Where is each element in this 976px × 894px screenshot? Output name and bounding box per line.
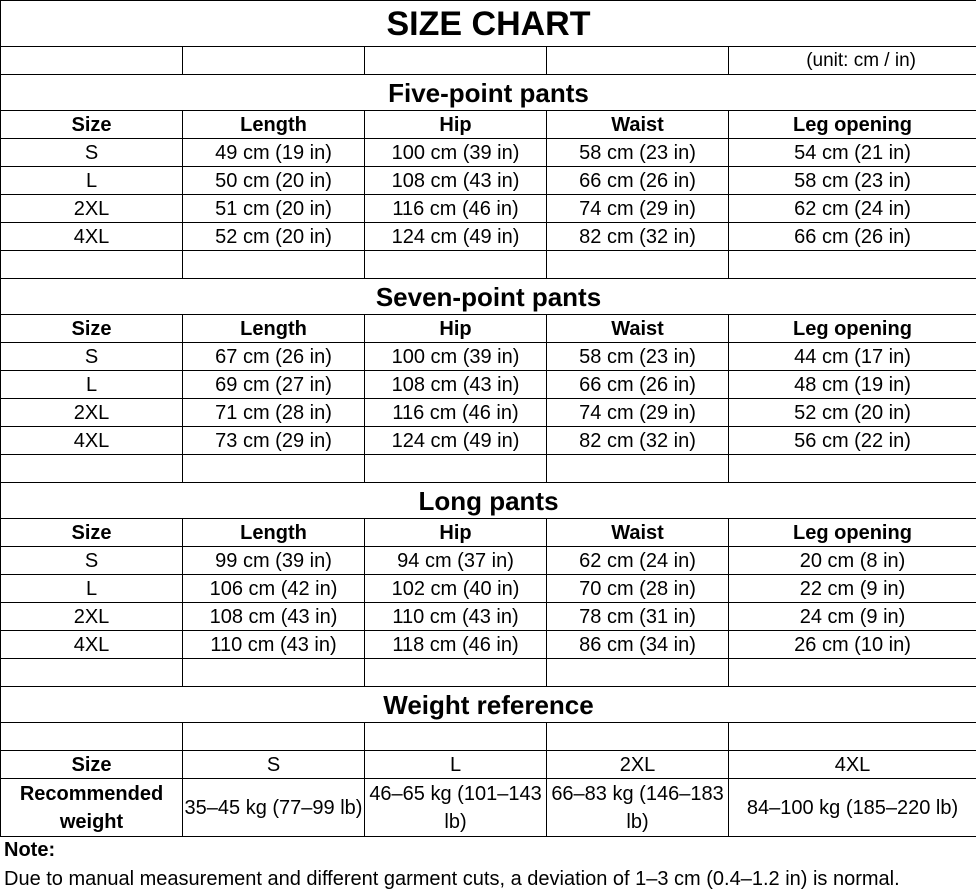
size-cell: 2XL [1,603,183,631]
length-cell: 50 cm (20 in) [183,167,365,195]
empty-cell [183,47,365,75]
hip-cell: 100 cm (39 in) [365,343,547,371]
hip-cell: 108 cm (43 in) [365,167,547,195]
hip-cell: 110 cm (43 in) [365,603,547,631]
section-title-long-pants: Long pants [1,483,976,519]
leg-opening-cell: 22 cm (9 in) [729,575,976,603]
waist-cell: 66 cm (26 in) [547,167,729,195]
size-cell: S [1,343,183,371]
length-cell: 49 cm (19 in) [183,139,365,167]
header-waist: Waist [547,315,729,343]
waist-cell: 70 cm (28 in) [547,575,729,603]
section-title-weight-reference: Weight reference [1,687,976,723]
header-hip: Hip [365,519,547,547]
table-row [1,343,976,371]
length-cell: 99 cm (39 in) [183,547,365,575]
weight-size-label: Size [1,751,183,779]
empty-cell [729,659,976,687]
empty-cell [1,455,183,483]
waist-cell: 66 cm (26 in) [547,371,729,399]
header-waist: Waist [547,111,729,139]
hip-cell: 100 cm (39 in) [365,139,547,167]
table-row [1,371,976,399]
empty-cell [365,251,547,279]
size-cell: 2XL [1,399,183,427]
header-hip: Hip [365,315,547,343]
size-cell: L [1,371,183,399]
leg-opening-cell: 54 cm (21 in) [729,139,976,167]
length-cell: 69 cm (27 in) [183,371,365,399]
hip-cell: 124 cm (49 in) [365,223,547,251]
table-row [1,427,976,455]
hip-cell: 116 cm (46 in) [365,399,547,427]
empty-cell [183,251,365,279]
header-size: Size [1,519,183,547]
header-leg-opening: Leg opening [729,315,976,343]
weight-value-cell: 66–83 kg (146–183 lb) [547,779,729,837]
size-cell: 4XL [1,631,183,659]
header-hip: Hip [365,111,547,139]
table-row [1,603,976,631]
empty-cell [183,723,365,751]
empty-cell [729,251,976,279]
length-cell: 108 cm (43 in) [183,603,365,631]
header-waist: Waist [547,519,729,547]
table-row [1,575,976,603]
empty-cell [1,251,183,279]
empty-cell [183,455,365,483]
table-row [1,223,976,251]
size-cell: 4XL [1,427,183,455]
size-cell: S [1,139,183,167]
recommended-weight-label: Recommended weight [1,779,183,837]
size-cell: L [1,575,183,603]
length-cell: 73 cm (29 in) [183,427,365,455]
unit-note: (unit: cm / in) [729,47,976,75]
size-cell: S [1,547,183,575]
empty-cell [547,47,729,75]
waist-cell: 78 cm (31 in) [547,603,729,631]
leg-opening-cell: 24 cm (9 in) [729,603,976,631]
empty-cell [1,659,183,687]
header-size: Size [1,315,183,343]
header-length: Length [183,111,365,139]
weight-value-cell: 46–65 kg (101–143 lb) [365,779,547,837]
waist-cell: 74 cm (29 in) [547,399,729,427]
weight-value-cell: 84–100 kg (185–220 lb) [729,779,976,837]
waist-cell: 58 cm (23 in) [547,139,729,167]
waist-cell: 74 cm (29 in) [547,195,729,223]
header-leg-opening: Leg opening [729,519,976,547]
hip-cell: 94 cm (37 in) [365,547,547,575]
empty-cell [547,659,729,687]
chart-title: SIZE CHART [1,1,976,47]
weight-size-cell: 2XL [547,751,729,779]
size-cell: 4XL [1,223,183,251]
length-cell: 67 cm (26 in) [183,343,365,371]
table-row [1,399,976,427]
empty-cell [183,659,365,687]
table-row [1,195,976,223]
length-cell: 106 cm (42 in) [183,575,365,603]
weight-size-cell: 4XL [729,751,976,779]
leg-opening-cell: 26 cm (10 in) [729,631,976,659]
note-text: Due to manual measurement and different garment cuts, a deviation of 1–3 cm (0.4–1.2 in) is normal. [0,864,976,894]
note-label: Note: [0,837,976,864]
leg-opening-cell: 62 cm (24 in) [729,195,976,223]
size-cell: 2XL [1,195,183,223]
empty-cell [729,455,976,483]
hip-cell: 124 cm (49 in) [365,427,547,455]
empty-cell [365,455,547,483]
table-row [1,167,976,195]
empty-cell [729,723,976,751]
header-length: Length [183,315,365,343]
length-cell: 52 cm (20 in) [183,223,365,251]
hip-cell: 102 cm (40 in) [365,575,547,603]
leg-opening-cell: 56 cm (22 in) [729,427,976,455]
waist-cell: 82 cm (32 in) [547,223,729,251]
empty-cell [547,455,729,483]
length-cell: 51 cm (20 in) [183,195,365,223]
hip-cell: 116 cm (46 in) [365,195,547,223]
weight-value-cell: 35–45 kg (77–99 lb) [183,779,365,837]
empty-cell [547,251,729,279]
empty-cell [365,723,547,751]
length-cell: 71 cm (28 in) [183,399,365,427]
waist-cell: 86 cm (34 in) [547,631,729,659]
waist-cell: 82 cm (32 in) [547,427,729,455]
header-size: Size [1,111,183,139]
leg-opening-cell: 44 cm (17 in) [729,343,976,371]
table-row [1,547,976,575]
size-cell: L [1,167,183,195]
weight-size-cell: S [183,751,365,779]
header-length: Length [183,519,365,547]
leg-opening-cell: 66 cm (26 in) [729,223,976,251]
waist-cell: 62 cm (24 in) [547,547,729,575]
empty-cell [1,47,183,75]
length-cell: 110 cm (43 in) [183,631,365,659]
leg-opening-cell: 58 cm (23 in) [729,167,976,195]
empty-cell [365,659,547,687]
hip-cell: 108 cm (43 in) [365,371,547,399]
table-row [1,631,976,659]
leg-opening-cell: 48 cm (19 in) [729,371,976,399]
section-title-five-point: Five-point pants [1,75,976,111]
empty-cell [547,723,729,751]
waist-cell: 58 cm (23 in) [547,343,729,371]
table-row [1,139,976,167]
leg-opening-cell: 20 cm (8 in) [729,547,976,575]
section-title-seven-point: Seven-point pants [1,279,976,315]
empty-cell [1,723,183,751]
hip-cell: 118 cm (46 in) [365,631,547,659]
empty-cell [365,47,547,75]
weight-size-cell: L [365,751,547,779]
header-leg-opening: Leg opening [729,111,976,139]
leg-opening-cell: 52 cm (20 in) [729,399,976,427]
